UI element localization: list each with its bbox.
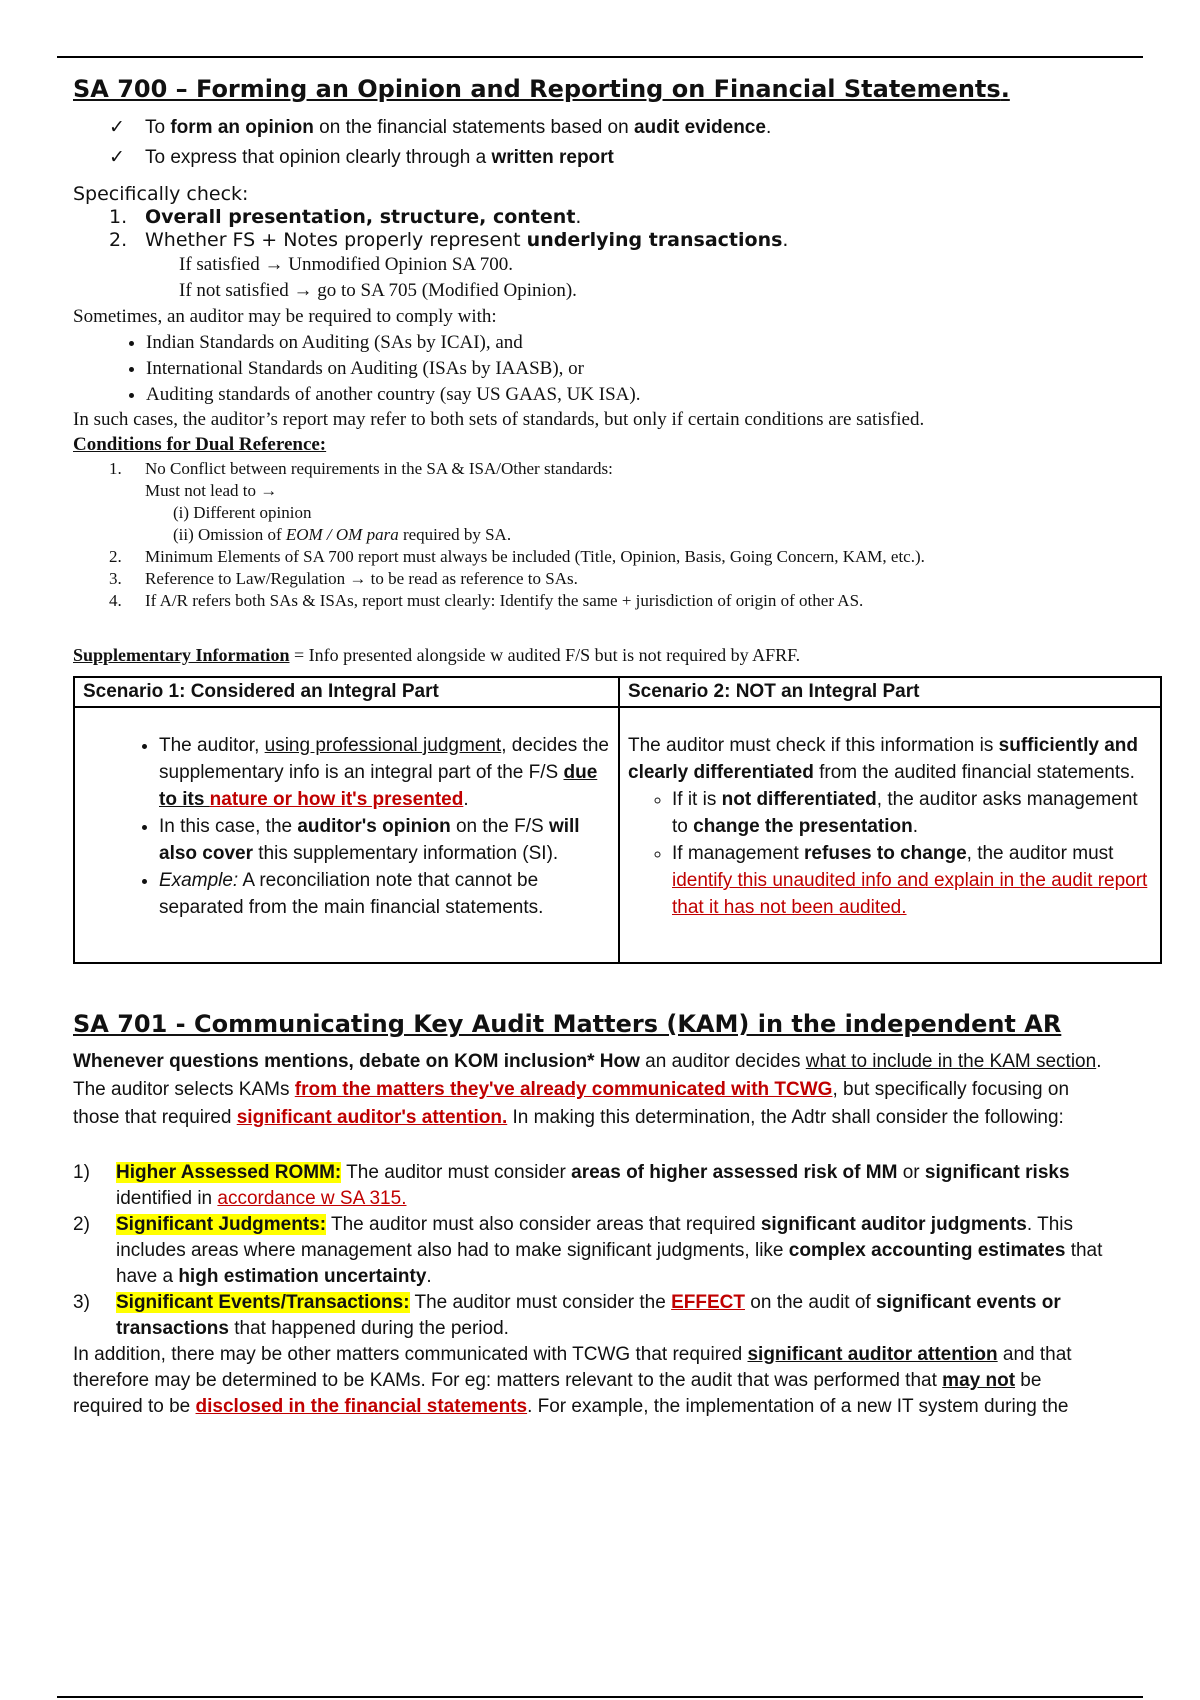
objective-item: ✓ To express that opinion clearly through a written report <box>109 143 1153 173</box>
addition-line-2: therefore may be determined to be KAMs. For eg: matters relevant to the audit that was performed that may not be <box>73 1370 1042 1391</box>
scenario-2-list <box>628 786 1152 921</box>
standards-list <box>73 330 1153 408</box>
scenarios-table <box>73 676 1162 964</box>
scenario-2-body <box>619 707 1161 963</box>
criteria-item: 3) Significant Events/Transactions: The auditor must consider the EFFECT on the audit of significant events or <box>73 1292 1061 1313</box>
list-item: • Example: A reconciliation note that cannot be separated from the main financial statements. <box>159 867 610 921</box>
list-item: ◦ If management refuses to change, the auditor must identify this unaudited info and explain in the audit report that it has not been audited. <box>672 840 1152 921</box>
supplementary-definition: Supplementary Information = Info presented alongside w audited F/S but is not required by AFRF. <box>73 645 801 665</box>
sa701-heading: SA 701 - Communicating Key Audit Matters (KAM) in the independent AR <box>73 1010 1062 1038</box>
objective-item: ✓ To form an opinion on the financial statements based on audit evidence. <box>109 113 1153 143</box>
selection-line-1: The auditor selects KAMs from the matters they've already communicated with TCWG, but specifically focusing on <box>73 1079 1070 1100</box>
list-item: • International Standards on Auditing (ISAs by IAASB), or <box>146 356 1153 382</box>
criteria-item: 1) Higher Assessed ROMM: The auditor must consider areas of higher assessed risk of MM or significant risks <box>73 1162 1070 1183</box>
list-item: • The auditor, using professional judgment, decides the supplementary info is an integral part of the F/S due to its nature or how it's presented. <box>159 732 610 813</box>
sometimes-text: Sometimes, an auditor may be required to comply with: <box>73 306 497 327</box>
check-icon: ✓ <box>109 117 125 138</box>
specifically-block <box>73 183 1153 252</box>
specifically-label: Specifically check: <box>73 183 249 205</box>
sub-i: (i) Different opinion <box>173 503 312 522</box>
list-item: ◦ If it is not differentiated, the auditor asks management to change the presentation. <box>672 786 1152 840</box>
criteria-continuation: have a high estimation uncertainty. <box>116 1266 432 1287</box>
criteria-continuation: includes areas where management also had to make significant judgments, like complex accounting estimates that <box>116 1240 1103 1261</box>
scenario-1-body <box>74 707 619 963</box>
top-rule <box>57 56 1143 58</box>
check-item: 1. Overall presentation, structure, content. <box>109 206 582 228</box>
check-item: 2. Whether FS + Notes properly represent underlying transactions. <box>109 229 789 251</box>
addition-line-1: In addition, there may be other matters communicated with TCWG that required significant auditor attention and that <box>73 1344 1072 1365</box>
list-item: • In this case, the auditor's opinion on the F/S will also cover this supplementary information (SI). <box>159 813 610 867</box>
document-page <box>73 66 1153 1420</box>
list-item: • Auditing standards of another country (say US GAAS, UK ISA). <box>146 382 1153 408</box>
selection-line-2: those that required significant auditor's attention. In making this determination, the Adtr shall consider the following: <box>73 1107 1064 1128</box>
if-satisfied: If satisfied → Unmodified Opinion SA 700. <box>179 254 514 275</box>
check-icon: ✓ <box>109 147 125 168</box>
condition-3: 3. Reference to Law/Regulation → to be read as reference to SAs. <box>109 569 578 588</box>
scenario-2-paragraph: The auditor must check if this information is sufficiently and clearly differentiated from the audited financial statements. <box>628 735 1139 783</box>
scenario-1-list <box>83 732 610 921</box>
scenario-1-header: Scenario 1: Considered an Integral Part <box>74 677 619 707</box>
sa701-intro <box>73 1048 1153 1132</box>
bottom-rule <box>57 1696 1143 1698</box>
sub-ii: (ii) Omission of EOM / OM para required by SA. <box>173 525 512 544</box>
condition-2: 2. Minimum Elements of SA 700 report must always be included (Title, Opinion, Basis, Going Concern, KAM, etc.). <box>109 547 925 566</box>
list-item: • Indian Standards on Auditing (SAs by ICAI), and <box>146 330 1153 356</box>
objectives-list <box>73 113 1153 173</box>
if-not-satisfied: If not satisfied → go to SA 705 (Modified Opinion). <box>179 280 577 301</box>
addition-line-3: required to be disclosed in the financial statements. For example, the implementation of a new IT system during the <box>73 1396 1069 1417</box>
dual-reference-heading: Conditions for Dual Reference: <box>73 434 327 455</box>
such-cases-text: In such cases, the auditor’s report may refer to both sets of standards, but only if certain conditions are satisfied. <box>73 409 925 430</box>
criteria-continuation: transactions that happened during the period. <box>116 1318 509 1339</box>
condition-1: 1. No Conflict between requirements in the SA & ISA/Other standards: <box>109 459 613 478</box>
sa700-heading: SA 700 – Forming an Opinion and Reporting on Financial Statements. <box>73 75 1010 103</box>
kam-criteria <box>73 1160 1153 1420</box>
scenario-2-header: Scenario 2: NOT an Integral Part <box>619 677 1161 707</box>
criteria-continuation: identified in accordance w SA 315. <box>116 1188 407 1209</box>
dual-conditions <box>73 458 1153 612</box>
opinion-block <box>73 252 1153 458</box>
intro-line: Whenever questions mentions, debate on KOM inclusion* How an auditor decides what to include in the KAM section. <box>73 1051 1102 1072</box>
must-not-text: Must not lead to → <box>145 481 278 500</box>
criteria-item: 2) Significant Judgments: The auditor must also consider areas that required significant auditor judgments. This <box>73 1214 1073 1235</box>
condition-4: 4. If A/R refers both SAs & ISAs, report must clearly: Identify the same + jurisdiction of origin of other AS. <box>109 591 864 610</box>
